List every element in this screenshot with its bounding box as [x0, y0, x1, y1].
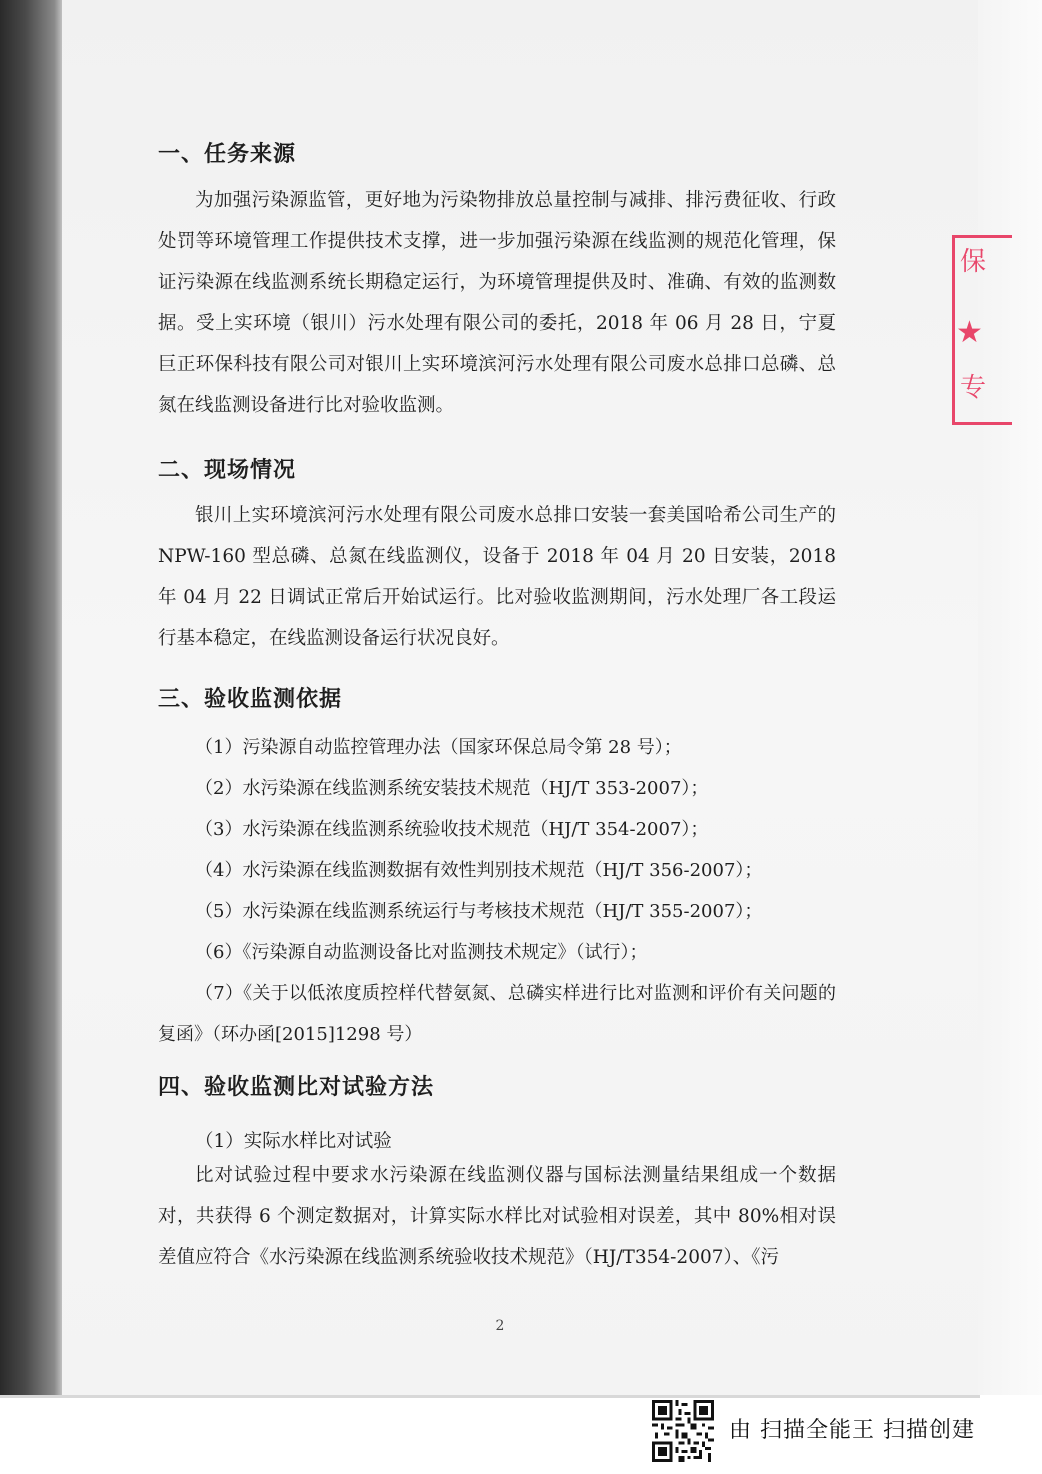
reference-item-1: （1）污染源自动监控管理办法（国家环保总局令第 28 号）； [195, 737, 682, 758]
section-4-subheading: （1）实际水样比对试验 [195, 1131, 392, 1152]
reference-item-2: （2）水污染源在线监测系统安装技术规范（HJ/T 353-2007）； [195, 778, 709, 799]
reference-item-5: （5）水污染源在线监测系统运行与考核技术规范（HJ/T 355-2007）； [195, 901, 763, 922]
qr-code-icon [652, 1400, 714, 1462]
stamp-star-icon: ★ [956, 315, 983, 350]
section-2-heading: 二、现场情况 [158, 457, 297, 483]
page-number: 2 [495, 1318, 505, 1334]
reference-item-7: （7）《关于以低浓度质控样代替氨氮、总磷实样进行比对监测和评价有关问题的复函》（环办函[2015]1298 号） [158, 983, 836, 1045]
scan-left-shadow [0, 0, 64, 1395]
section-3-heading: 三、验收监测依据 [158, 686, 343, 712]
stamp-char-1: 保 [960, 247, 987, 277]
scan-right-margin [978, 0, 1042, 1395]
reference-item-4: （4）水污染源在线监测数据有效性判别技术规范（HJ/T 356-2007）； [195, 860, 763, 881]
red-seal-stamp [950, 235, 987, 425]
section-1-paragraph: 为加强污染源监管，更好地为污染物排放总量控制与减排、排污费征收、行政处罚等环境管理工作提供技术支撑，进一步加强污染源在线监测的规范化管理，保证污染源在线监测系统长期稳定运行，为环境管理提供及时、准确、有效的监测数据。受上实环境（银川）污水处理有限公司的委托，2018 年 06 月 28 日，宁夏巨正环保科技有限公司对银川上实环境滨河污水处理有限公司废水总排口总磷、总氮在线监测设备进行比对验收监测。 [158, 190, 836, 416]
section-4-paragraph: 比对试验过程中要求水污染源在线监测仪器与国标法测量结果组成一个数据对，共获得 6 个测定数据对，计算实际水样比对试验相对误差，其中 80%相对误差值应符合《水污染源在线监测系统验收技术规范》（HJ/T354-2007）、《污 [158, 1165, 836, 1268]
page-bottom-edge [0, 1395, 980, 1398]
reference-list [158, 727, 836, 1055]
section-4-heading: 四、验收监测比对试验方法 [158, 1074, 435, 1100]
stamp-char-2: 专 [960, 373, 987, 403]
reference-item-3: （3）水污染源在线监测系统验收技术规范（HJ/T 354-2007）； [195, 819, 709, 840]
reference-item-6: （6）《污染源自动监测设备比对监测技术规定》（试行）； [195, 942, 648, 963]
section-2-paragraph: 银川上实环境滨河污水处理有限公司废水总排口安装一套美国哈希公司生产的 NPW-160 型总磷、总氮在线监测仪，设备于 2018 年 04 月 20 日安装，2018 年 04 月 22 日调试正常后开始试运行。比对验收监测期间，污水处理厂各工段运行基本稳定，在线监测设备运行状况良好。 [158, 505, 836, 649]
section-1-heading: 一、任务来源 [158, 141, 297, 167]
scan-app-footer-text: 由 扫描全能王 扫描创建 [729, 1418, 975, 1443]
